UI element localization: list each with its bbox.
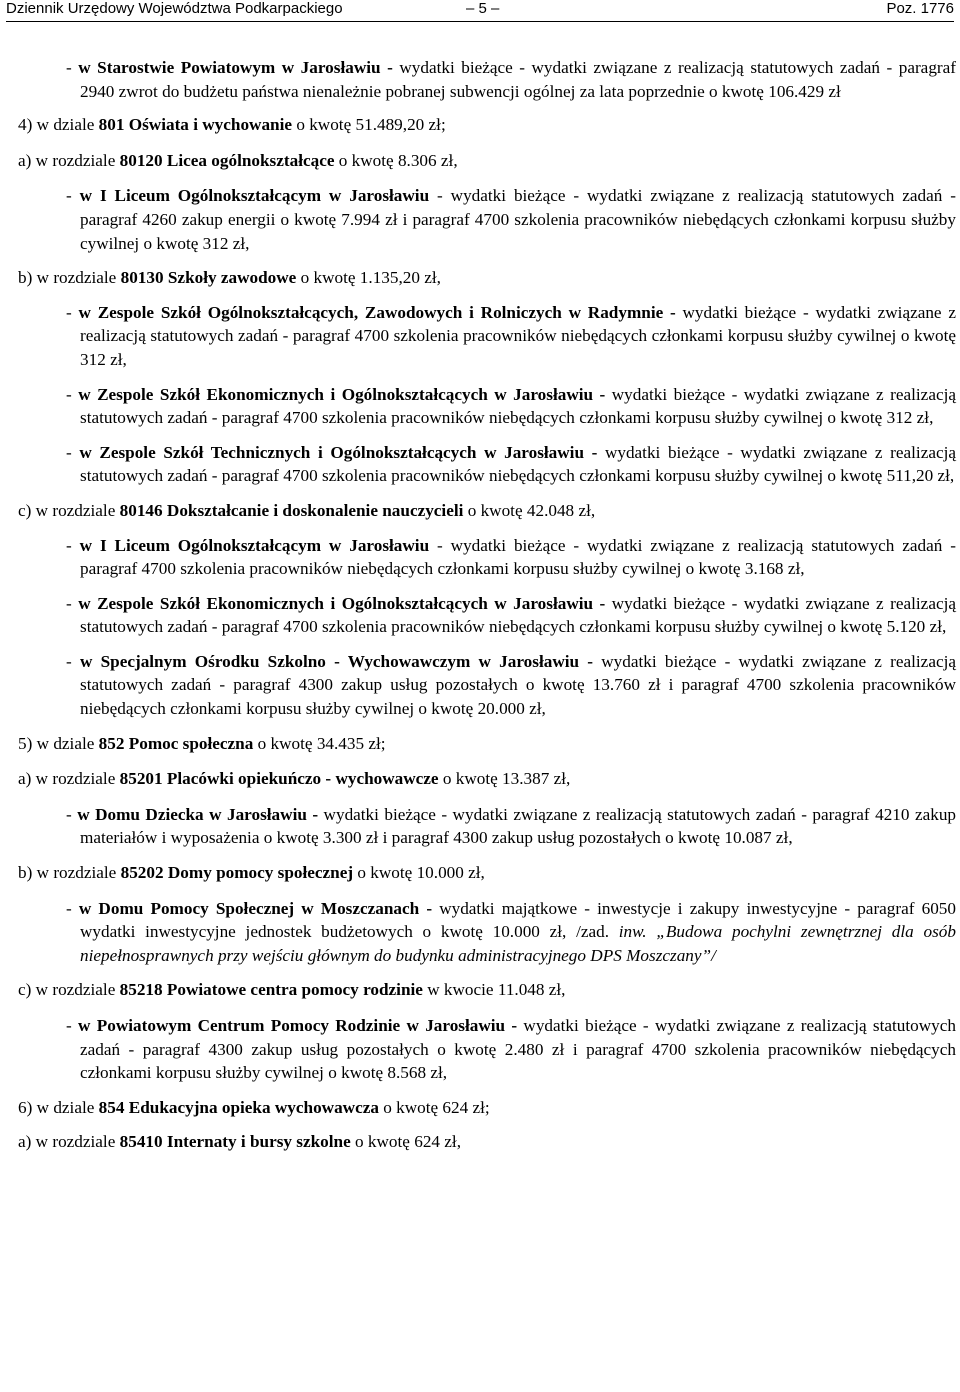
item-rozdzial-80120 bbox=[18, 149, 958, 173]
text-segment: - bbox=[66, 651, 80, 671]
item-zs-ekonomicznych-2 bbox=[18, 592, 958, 639]
text-segment: c) w rozdziale bbox=[18, 980, 120, 1000]
text-segment: o kwotę 624 zł, bbox=[350, 1132, 462, 1152]
item-zs-technicznych bbox=[18, 441, 958, 488]
bold-segment: w Zespole Szkół Ekonomicznych i Ogólnokształcących w Jarosławiu - bbox=[78, 593, 606, 613]
journal-title: Dziennik Urzędowy Województwa Podkarpackiego bbox=[6, 0, 343, 17]
text-segment: - bbox=[66, 1016, 79, 1035]
text-segment: w kwocie 11.048 zł, bbox=[422, 980, 566, 1000]
item-zs-ekonomicznych-1 bbox=[18, 383, 958, 430]
bold-segment: 854 Edukacyjna opieka wychowawcza bbox=[98, 1097, 379, 1117]
page-header bbox=[6, 0, 954, 22]
text-segment: 4) w dziale bbox=[18, 115, 99, 135]
item-liceum-1 bbox=[18, 184, 958, 255]
text-segment: wydatki bieżące - wydatki związane z realizacją statutowych zadań - paragraf 4700 szkolenia pracowników niebędących członkami korpusu służby cywilnej o kwotę 511,20 zł, bbox=[80, 442, 956, 486]
text-segment: - wydatki bieżące - wydatki związane z realizacją statutowych zadań - paragraf 4700 szkolenia pracowników niebędących członkami korpusu służby cywilnej o kwotę 3.168 zł, bbox=[80, 535, 956, 579]
text-segment: o kwotę 624 zł; bbox=[378, 1097, 490, 1117]
text-segment: b) w rozdziale bbox=[18, 268, 121, 288]
text-segment: o kwotę 8.306 zł, bbox=[334, 150, 458, 170]
position-number: Poz. 1776 bbox=[886, 0, 954, 17]
item-starostwo bbox=[18, 56, 958, 103]
bold-segment: 85202 Domy pomocy społecznej bbox=[120, 863, 354, 883]
text-segment: - bbox=[66, 898, 79, 918]
bold-segment: w Specjalnym Ośrodku Szkolno - Wychowawczym w Jarosławiu - bbox=[79, 651, 594, 671]
text-segment: - bbox=[66, 186, 80, 206]
bold-segment: 801 Oświata i wychowanie bbox=[98, 115, 293, 135]
text-segment: - wydatki bieżące - wydatki związane z realizacją statutowych zadań - paragraf 4260 zakup energii o kwotę 7.994 zł i paragraf 4700 szkolenia pracowników niebędących członkami korpusu służby cywilnej o kwotę 312 zł, bbox=[80, 186, 956, 253]
text-segment: - bbox=[66, 58, 79, 77]
item-dzial-801 bbox=[18, 113, 958, 137]
text-segment: o kwotę 42.048 zł, bbox=[463, 500, 596, 520]
item-pcpr bbox=[18, 1014, 958, 1085]
item-dzial-852 bbox=[18, 732, 958, 756]
bold-segment: w Zespole Szkół Technicznych i Ogólnokształcących w Jarosławiu - bbox=[79, 442, 598, 462]
text-segment: b) w rozdziale bbox=[18, 863, 121, 883]
bold-segment: w I Liceum Ogólnokształcącym w Jarosławiu bbox=[79, 535, 430, 555]
bold-segment: w I Liceum Ogólnokształcącym w Jarosławiu bbox=[79, 186, 430, 206]
bold-segment: w Zespole Szkół Ekonomicznych i Ogólnokształcących w Jarosławiu - bbox=[78, 384, 606, 404]
text-segment: - bbox=[66, 593, 79, 613]
item-rozdzial-85202 bbox=[18, 861, 958, 885]
text-segment: o kwotę 34.435 zł; bbox=[253, 733, 386, 753]
text-segment: wydatki bieżące - wydatki związane z realizacją statutowych zadań - paragraf 4700 szkolenia pracowników niebędących członkami korpusu służby cywilnej o kwotę 5.120 zł, bbox=[80, 593, 956, 637]
bold-segment: w Domu Pomocy Społecznej w Moszczanach - bbox=[78, 898, 433, 918]
bold-segment: w Zespole Szkół Ogólnokształcących, Zawodowych i Rolniczych w Radymnie - bbox=[78, 302, 676, 322]
text-segment: o kwotę 13.387 zł, bbox=[438, 769, 571, 789]
text-segment: wydatki majątkowe - inwestycje i zakupy inwestycyjne - paragraf 6050 wydatki inwestycyjne jednostek budżetowych o kwotę 10.000 zł, /zad. bbox=[80, 898, 956, 942]
text-segment: a) w rozdziale bbox=[18, 1132, 120, 1152]
document-body bbox=[18, 56, 958, 1154]
bold-segment: 85201 Placówki opiekuńczo - wychowawcze bbox=[119, 769, 439, 789]
text-segment: 5) w dziale bbox=[18, 733, 99, 753]
text-segment: - bbox=[66, 535, 80, 555]
page-number: – 5 – bbox=[466, 0, 500, 17]
item-rozdzial-85218 bbox=[18, 978, 958, 1002]
text-segment: - bbox=[66, 384, 79, 404]
text-segment: wydatki bieżące - wydatki związane z realizacją statutowych zadań - paragraf 4300 zakup usług pozostałych o kwotę 13.760 zł i paragraf 4700 szkolenia pracowników niebędących członkami korpusu służby cywilnej o kwotę 20.000 zł, bbox=[80, 651, 956, 719]
item-dom-dziecka bbox=[18, 803, 958, 850]
text-segment: o kwotę 1.135,20 zł, bbox=[296, 268, 441, 288]
item-rozdzial-85201 bbox=[18, 767, 958, 791]
bold-segment: w Domu Dziecka w Jarosławiu - bbox=[77, 804, 319, 824]
text-segment: - bbox=[66, 302, 79, 322]
bold-segment: 85218 Powiatowe centra pomocy rodzinie bbox=[119, 980, 423, 1000]
item-dps-moszczany bbox=[18, 897, 958, 968]
bold-segment: 80130 Szkoły zawodowe bbox=[120, 268, 297, 288]
item-sosw bbox=[18, 650, 958, 721]
text-segment: wydatki bieżące - wydatki związane z realizacją statutowych zadań - paragraf 4700 szkolenia pracowników niebędących członkami korpusu służby cywilnej o kwotę 312 zł, bbox=[80, 302, 956, 369]
text-segment: 6) w dziale bbox=[18, 1097, 99, 1117]
bold-segment: 80146 Dokształcanie i doskonalenie nauczycieli bbox=[119, 500, 464, 520]
text-segment: a) w rozdziale bbox=[18, 150, 120, 170]
text-segment: wydatki bieżące - wydatki związane z realizacją statutowych zadań - paragraf 2940 zwrot do budżetu państwa nienależnie pobranej subwencji ogólnej za lata poprzednie o kwotę 106.429 zł bbox=[80, 58, 956, 101]
item-liceum-2 bbox=[18, 534, 958, 581]
text-segment: o kwotę 51.489,20 zł; bbox=[292, 115, 446, 135]
bold-segment: 852 Pomoc społeczna bbox=[98, 733, 254, 753]
bold-segment: w Starostwie Powiatowym w Jarosławiu - bbox=[78, 58, 393, 77]
text-segment: wydatki bieżące - wydatki związane z realizacją statutowych zadań - paragraf 4210 zakup materiałów i wyposażenia o kwotę 3.300 zł i paragraf 4300 zakup usług pozostałych o kwotę 10.087 zł, bbox=[80, 804, 957, 848]
item-zs-radymno bbox=[18, 301, 958, 372]
item-rozdzial-80146 bbox=[18, 499, 958, 523]
item-rozdzial-80130 bbox=[18, 266, 958, 290]
item-rozdzial-85410 bbox=[18, 1130, 958, 1154]
bold-segment: w Powiatowym Centrum Pomocy Rodzinie w Jarosławiu - bbox=[78, 1016, 518, 1035]
text-segment: a) w rozdziale bbox=[18, 769, 120, 789]
text-segment: wydatki bieżące - wydatki związane z realizacją statutowych zadań - paragraf 4300 zakup usług pozostałych o kwotę 2.480 zł i paragraf 4700 szkolenia pracowników niebędących członkami korpusu służby cywilnej o kwotę 8.568 zł, bbox=[80, 1016, 956, 1083]
text-segment: - bbox=[66, 804, 78, 824]
italic-segment: inw. „Budowa pochylni zewnętrznej dla osób niepełnosprawnych przy wejściu głównym do budynku administracyjnego DPS Moszczany”/ bbox=[80, 922, 956, 965]
text-segment: c) w rozdziale bbox=[18, 500, 120, 520]
bold-segment: 85410 Internaty i bursy szkolne bbox=[119, 1132, 351, 1152]
item-dzial-854 bbox=[18, 1096, 958, 1120]
header-rule bbox=[6, 21, 954, 22]
text-segment: - bbox=[66, 442, 80, 462]
text-segment: wydatki bieżące - wydatki związane z realizacją statutowych zadań - paragraf 4700 szkolenia pracowników niebędących członkami korpusu służby cywilnej o kwotę 312 zł, bbox=[80, 384, 956, 428]
text-segment: o kwotę 10.000 zł, bbox=[353, 863, 485, 883]
bold-segment: 80120 Licea ogólnokształcące bbox=[119, 150, 335, 170]
